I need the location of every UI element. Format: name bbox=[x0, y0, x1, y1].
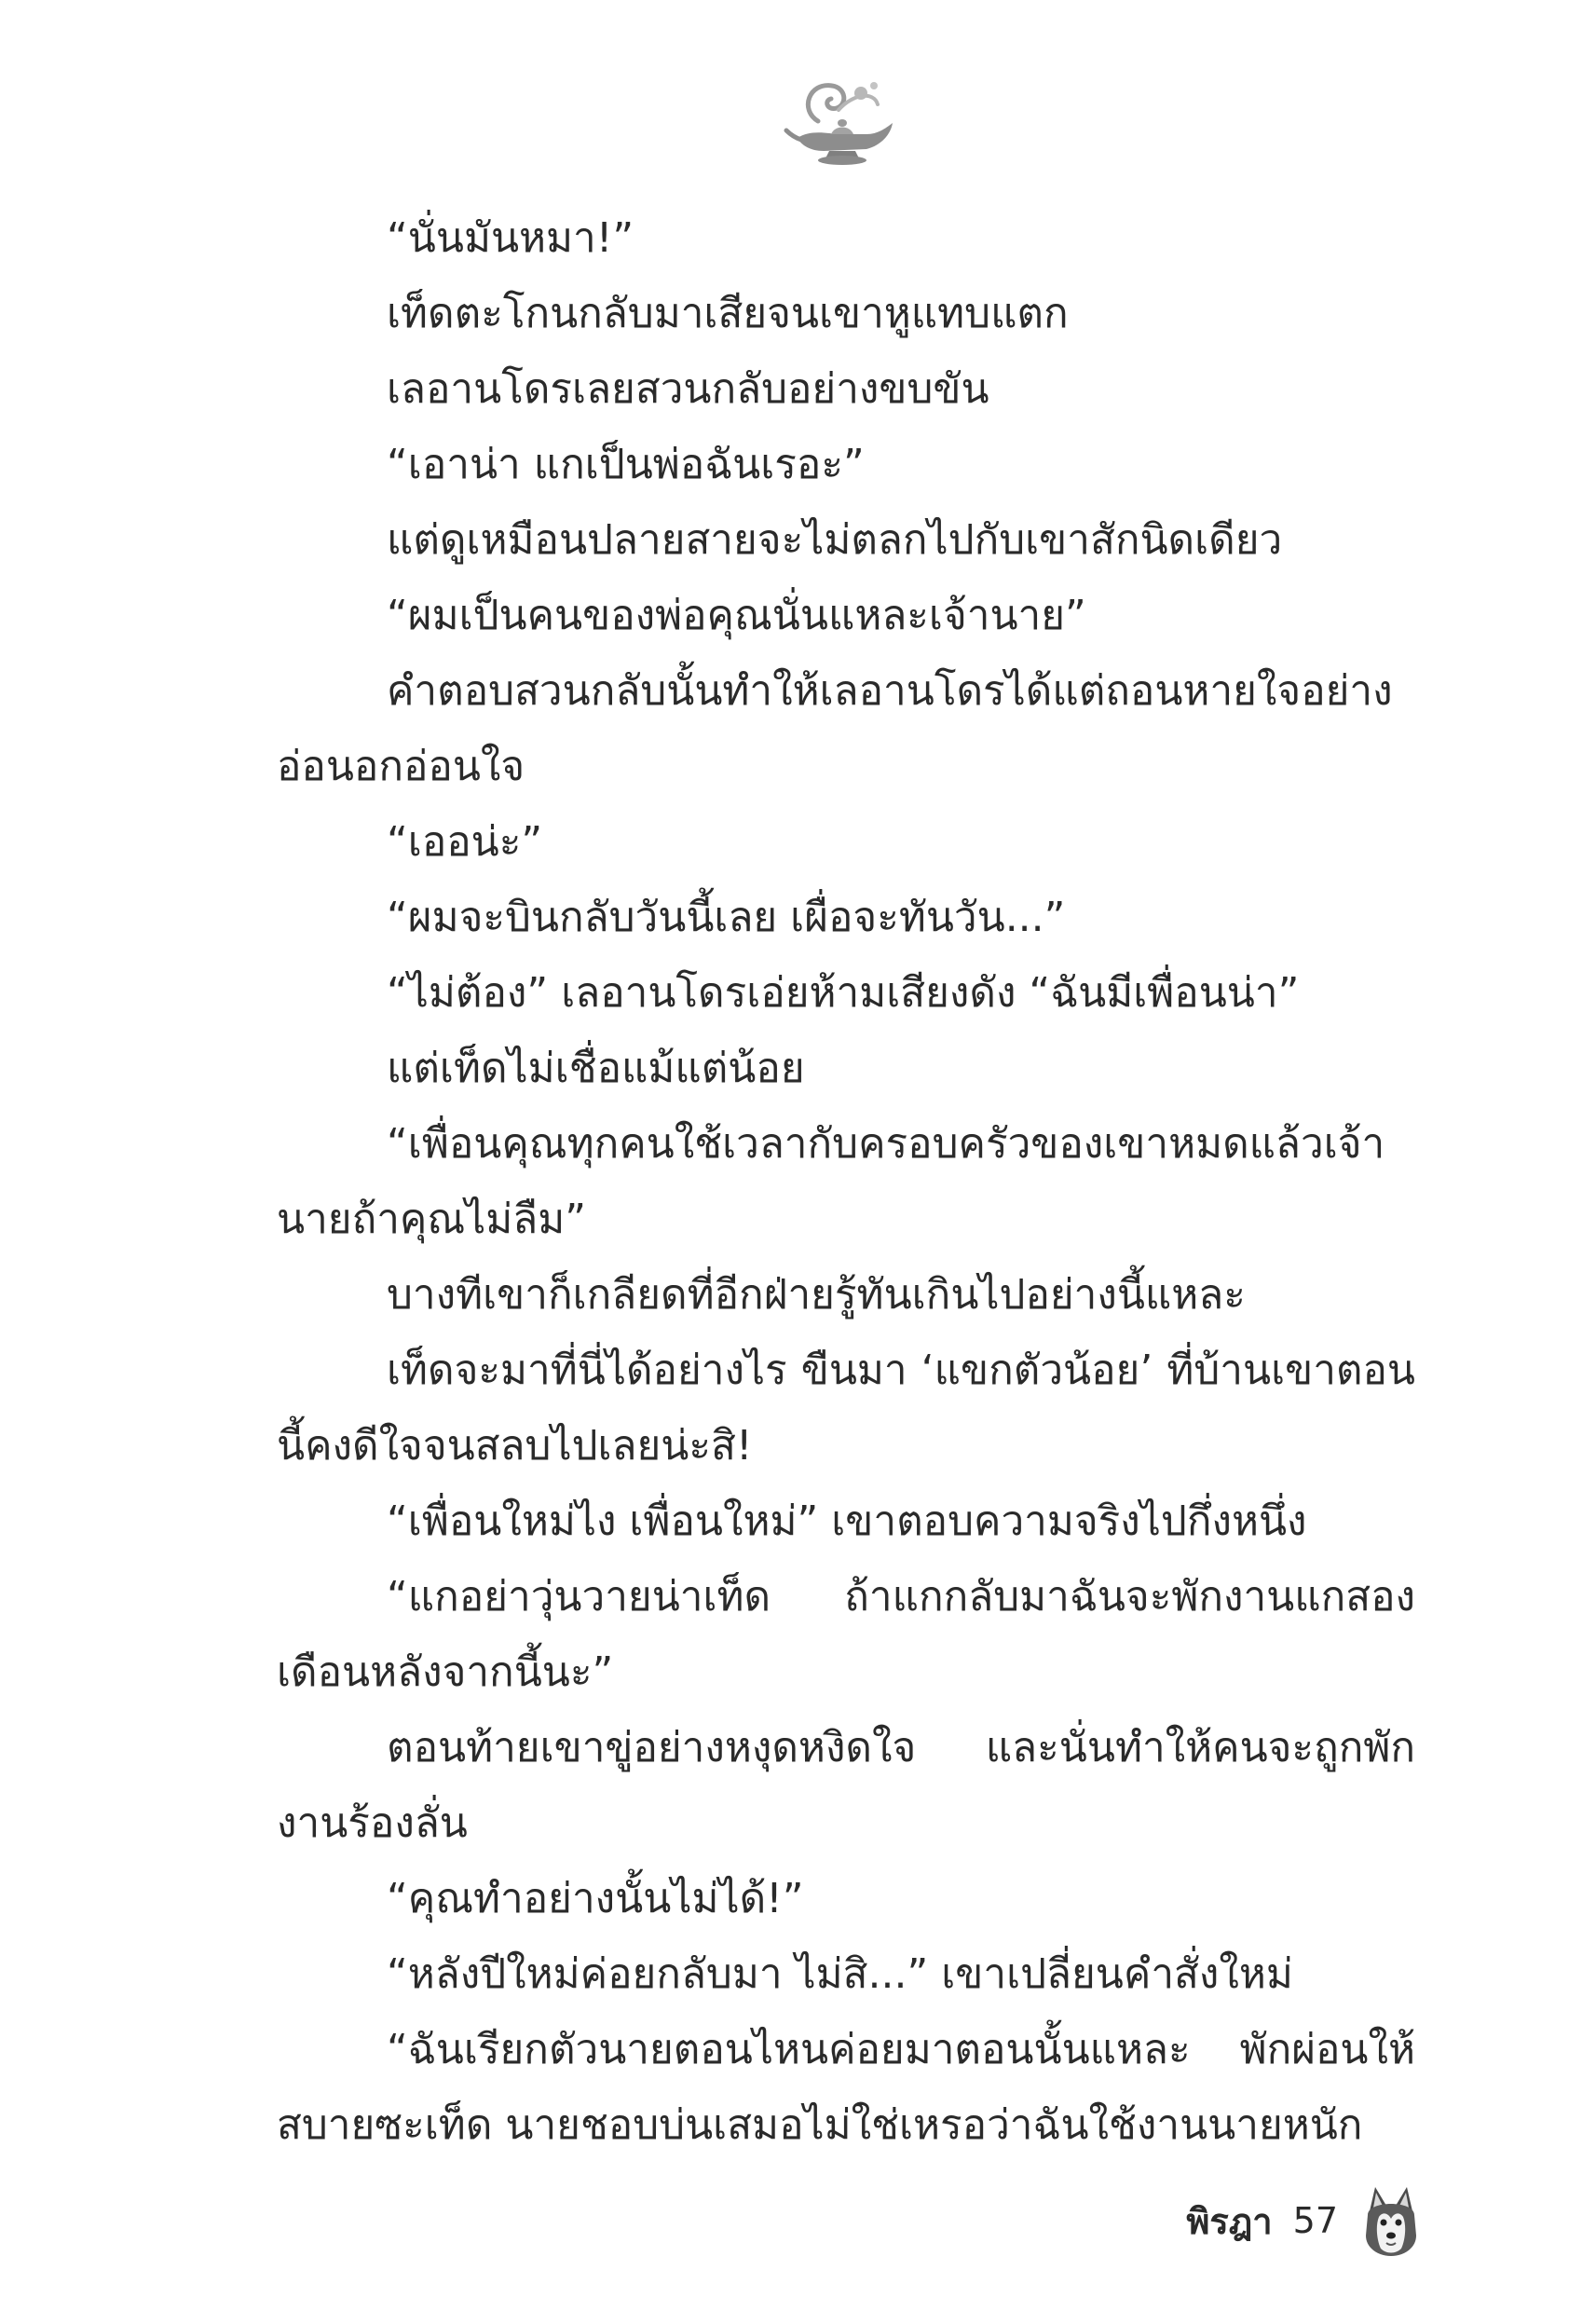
paragraph: “นั่นมันหมา!” bbox=[387, 214, 634, 262]
paragraph: “เออน่ะ” bbox=[387, 818, 543, 866]
paragraph: แต่เท็ดไม่เชื่อแม้แต่น้อย bbox=[387, 1045, 805, 1092]
paragraph: คำตอบสวนกลับนั้นทำให้เลอานโดรได้แต่ถอนหายใจอย่างอ่อนอกอ่อนใจ bbox=[277, 667, 1393, 790]
paragraph: เท็ดตะโกนกลับมาเสียจนเขาหูแทบแตก bbox=[387, 290, 1069, 337]
paragraph: “ไม่ต้อง” เลอานโดรเอ่ยห้ามเสียงดัง “ฉันมีเพื่อนน่า” bbox=[387, 969, 1300, 1017]
paragraph: ตอนท้ายเขาขู่อย่างหงุดหงิดใจ และนั่นทำให้คนจะถูกพักงานร้องลั่น bbox=[277, 1724, 1415, 1847]
husky-dog-icon bbox=[1358, 2183, 1424, 2258]
paragraph: เลอานโดรเลยสวนกลับอย่างขบขัน bbox=[387, 365, 989, 413]
paragraph: “เพื่อนคุณทุกคนใช้เวลากับครอบครัวของเขาหมดแล้วเจ้านายถ้าคุณไม่ลืม” bbox=[277, 1120, 1385, 1243]
paragraph: “ฉันเรียกตัวนายตอนไหนค่อยมาตอนนั้นแหละ พักผ่อนให้สบายซะเท็ด นายชอบบ่นเสมอไม่ใช่เหรอว่าฉันใช้งานนายหนัก bbox=[277, 2026, 1415, 2149]
body-text bbox=[277, 200, 1415, 2163]
paragraph: เท็ดจะมาที่นี่ได้อย่างไร ขืนมา ‘แขกตัวน้อย’ ที่บ้านเขาตอนนี้คงดีใจจนสลบไปเลยน่ะสิ! bbox=[277, 1347, 1415, 1470]
paragraph: “คุณทำอย่างนั้นไม่ได้!” bbox=[387, 1875, 804, 1922]
paragraph: “ผมเป็นคนของพ่อคุณนั่นแหละเจ้านาย” bbox=[387, 592, 1086, 639]
paragraph: แต่ดูเหมือนปลายสายจะไม่ตลกไปกับเขาสักนิดเดียว bbox=[387, 516, 1283, 564]
paragraph: “หลังปีใหม่ค่อยกลับมา ไม่สิ...” เขาเปลี่ยนคำสั่งใหม่ bbox=[387, 1950, 1293, 1998]
paragraph: “แกอย่าวุ่นวายน่าเท็ด ถ้าแกกลับมาฉันจะพักงานแกสองเดือนหลังจากนี้นะ” bbox=[277, 1573, 1415, 1696]
paragraph: “เพื่อนใหม่ไง เพื่อนใหม่” เขาตอบความจริงไปกึ่งหนึ่ง bbox=[387, 1497, 1307, 1545]
page-number: 57 bbox=[1292, 2200, 1338, 2241]
paragraph: “ผมจะบินกลับวันนี้เลย เผื่อจะทันวัน...” bbox=[387, 894, 1066, 941]
page-footer bbox=[1186, 2179, 1424, 2263]
paragraph: “เอาน่า แกเป็นพ่อฉันเรอะ” bbox=[387, 441, 865, 488]
author-name: พิรฎา bbox=[1186, 2200, 1273, 2242]
genie-lamp-icon bbox=[781, 73, 902, 175]
paragraph: บางทีเขาก็เกลียดที่อีกฝ่ายรู้ทันเกินไปอย่างนี้แหละ bbox=[387, 1271, 1246, 1319]
